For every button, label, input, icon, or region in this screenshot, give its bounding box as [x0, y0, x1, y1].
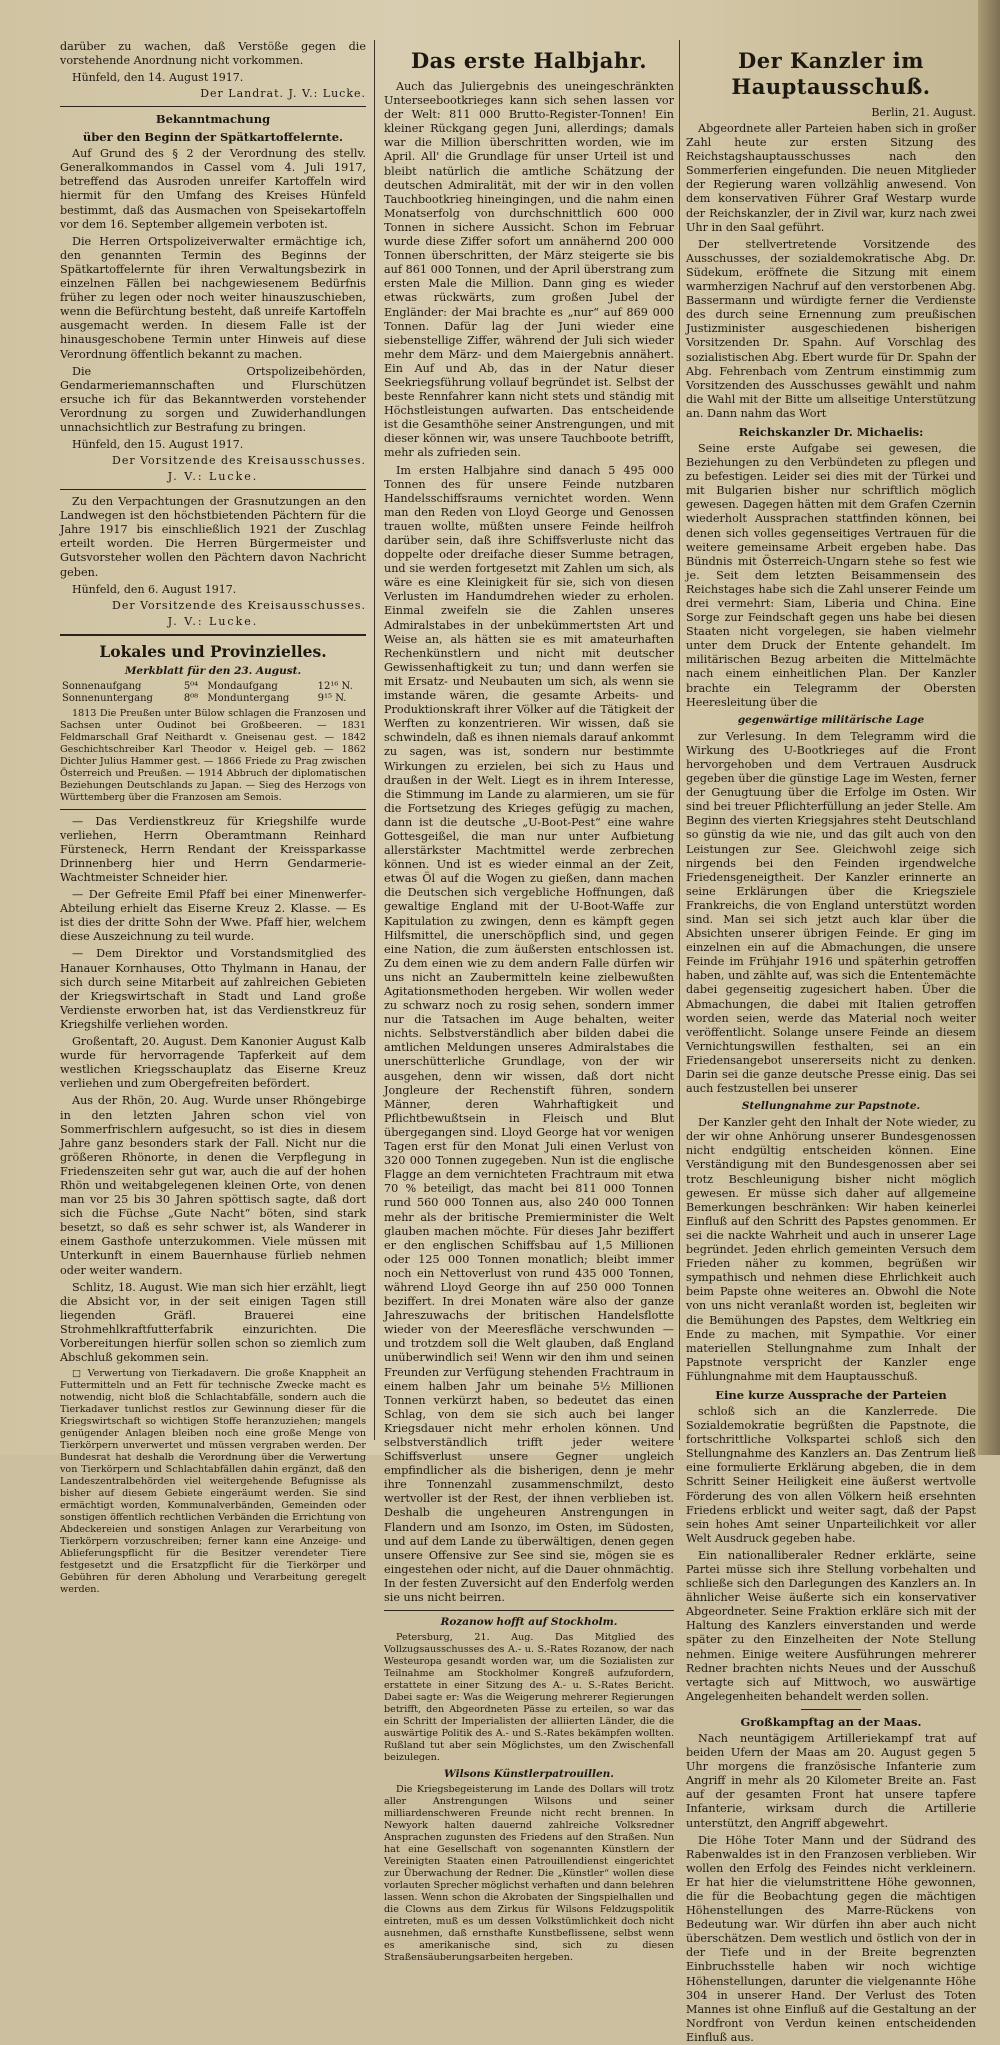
table-row — [60, 693, 366, 705]
news-item: □ Verwertung von Tierkadavern. Die große Knappheit an Futtermitteln und an Fett für technische Zwecke macht es notwendig, nicht bloß die Schlachtabfälle, sondern auch die Tierkadaver tunlichst restlos zur Gewinnung dieser für die Kriegswirtschaft so wichtigen Stoffe heranzuziehen; mangels genügender Anlagen bleiben noch eine große Menge von Tierkörpern unverwertet und müssen vergraben werden. Der Bundesrat hat deshalb die Verordnung über die Verwertung von Tierkörpern und Schlachtabfällen dahin ergänzt, daß den Landeszentralbehörden viel weitergehende Befugnisse als bisher auf diesem Gebiete eingeräumt werden. Sie sind ermächtigt worden, Kommunalverbänden, Gemeinden oder sonstigen öffentlich rechtlichen Verbänden die Errichtung von Abdeckereien und sonstigen Anlagen zur Verarbeitung von Tierkörpern vorzuschreiben; ferner kann eine Anzeige- und Ablieferungspflicht für die Besitzer verendeter Tiere festgesetzt und die Ersatzpflicht für die Tierkörper und Gebühren für deren Abholung und Verarbeitung geregelt werden. — [60, 1368, 366, 1596]
signature: J. V.: Lucke. — [167, 470, 259, 484]
paragraph: Die Ortspolizeibehörden, Gendarmeriemannschaften und Flurschützen ersuche ich für das Bekanntwerden vorstehender Verordnung zu sorgen und Zuwiderhandlungen unnachsichtlich zur Bestrafung zu bringen. — [60, 364, 366, 434]
signature: Der Vorsitzende des Kreisausschusses. — [112, 598, 366, 612]
section-title: Bekanntmachung — [155, 112, 271, 127]
dateline: Hünfeld, den 15. August 1917. — [72, 438, 244, 452]
paragraph: Die Herren Ortspolizeiverwalter ermächtige ich, den genannten Termin des Beginns der Spätkartoffelernte für ihren Verwaltungsbezirk in einzelnen Fällen bei nachgewiesenem Bedürfnis früher zu legen oder noch weiter hinauszuschieben, wenn die Befürchtung besteht, daß unreife Kartoffeln ausgemacht werden. In diesem Falle ist der hinausgeschobene Termin unter Hinweis auf diese Verordnung öffentlich bekannt zu machen. — [60, 234, 366, 361]
section-title: Rozanow hofft auf Stockholm. — [440, 1616, 618, 1629]
divider — [801, 1709, 861, 1710]
paragraph: Seine erste Aufgabe sei gewesen, die Beziehungen zu den Verbündeten zu pflegen und zu befestigen. Leider sei dies mit der Türkei und mit Bulgarien bisher nur schriftlich möglich gewesen. Dagegen hätten mit dem Grafen Czernin wiederholt Aussprachen stattfinden können, bei denen sich volles gegenseitiges Vertrauen für die weitere gemeinsame Arbeit ergeben habe. Das Bündnis mit Österreich-Ungarn stehe so fest wie je. Seit dem letzten Beisammensein des Reichstages habe sich die Zahl unserer Feinde um drei vermehrt: Siam, Liberia und China. Eine Sorge zur Feindschaft gegen uns habe bei diesen Staaten nicht vorgelegen, sie haben vielmehr unter dem Druck der Entente gehandelt. Im militärischen Bezug arbeiten die Mittelmächte nach einem einheitlichen Plan. Der Kanzler brachte ein Telegramm der Obersten Heeresleitung über die — [686, 441, 976, 709]
paragraph: 1813 Die Preußen unter Bülow schlagen die Franzosen und Sachsen unter Oudinot bei Großbeeren. — 1831 Feldmarschall Graf Neithardt v. Gneisenau gest. — 1842 Geschichtschreiber Karl Theodor v. Heigel geb. — 1862 Dichter Julius Hammer gest. — 1866 Friede zu Prag zwischen Österreich und Preußen. — 1914 Abbruch der diplomatischen Beziehungen Deutschlands zu Japan. — Sieg des Herzogs von Württemberg über die Franzosen am Semois. — [60, 707, 366, 803]
page-edge — [978, 0, 1000, 1455]
section-title: Reichskanzler Dr. Michaelis: — [738, 424, 924, 439]
column-rule — [374, 40, 375, 1440]
paragraph: Im ersten Halbjahre sind danach 5 495 000 Tonnen des für unsere Feinde nutzbaren Handelsschiffsraums vernichtet worden. Wenn man den Reden von Lloyd George und Genossen trauen wollte, müßten unsere Feinde heilfroh darüber sein, daß ihre Schiffsverluste nicht das doppelte oder dreifache dieser Summe betragen, und sie werden fortgesetzt mit Zahlen um sich, als wäre es eine Kleinigkeit für sie, sich von diesen Verlusten im Handumdrehen wieder zu erholen. Einmal zweifeln sie die Zahlen unseres Admiralstabes in der unbekümmertsten Art und Weise an, als hätten sie es mit amateurhaften Rechenkünstlern und nicht mit deutscher Gewissenhaftigkeit zu tun; und dann werfen sie mit Ersatz- und Neubauten um sich, als wenn sie imstande wären, die gesamte Arbeits- und Produktionskraft ihrer Völker auf die Tätigkeit der Werften zu konzentrieren. Wir wissen, daß sie schwindeln, daß es ihnen niemals darauf ankommt zu sagen, was ist, sondern nur bestimmte Wirkungen zu erzielen, bei sich zu Haus und draußen in der Welt. Liegt es in ihrem Interesse, die Stimmung im Lande zu alarmieren, um sie für die Fortsetzung des Krieges gefügig zu machen, dann ist die deutsche „U-Boot-Pest“ eine wahre Gottesgeißel, die man nur unter Aufbietung allerstärkster Machtmittel werde zerbrechen können. Und ist es wieder einmal an der Zeit, etwas Öl auf die Wogen zu gießen, dann machen die Deutschen sich vergebliche Hoffnungen, daß gewaltige England mit der U-Boot-Waffe zur Kapitulation zu zwingen, denn es kämpft gegen Hilfsmittel, die unerschöpflich sind, und gegen eine Nation, die zum äußersten entschlossen ist. Zu dem einen wie zu dem andern Falle dürfen wir uns nicht an Zaubermitteln keine zielbewußten Agitationsmethoden hergeben. Wir wollen weder zu schwarz noch zu rosig sehen, sondern immer nur die Tatsachen im Auge behalten, weiter nichts. Selbstverständlich aber bilden dabei die amtlichen Meldungen unseres Admiralstabes die unerschütterliche Grundlage, von der wir ausgehen, denn wir wissen, daß dort nicht Jongleure der Rechenstift führen, sondern Männer, deren Wahrhaftigkeit und Pflichtbewußtsein in Fleisch und Blut übergegangen sind. Lloyd George hat vor wenigen Tagen erst für den Monat Juli einen Verlust von 320 000 Tonnen zugegeben. Nun ist die englische Flagge an dem vernichteten Frachtraum mit etwa 70 % beteiligt, das macht bei 811 000 Tonnen rund 560 000 Tonnen aus, also 240 000 Tonnen mehr als der britische Premierminister die Welt glauben machen möchte. Für dieses Jahr beziffert er den englischen Schiffsbau auf 1,5 Millionen oder 125 000 Tonnen monatlich; bleibt immer noch ein Nettoverlust von rund 435 000 Tonnen, während Lloyd George ihn auf 250 000 Tonnen beziffert. In drei Monaten wäre also der ganze Jahreszuwachs der britischen Handelsflotte wieder von der Meeresfläche verschwunden — und trotzdem soll die Welt glauben, daß England unüberwindlich sei! Wenn wir den ihm und seinen Freunden zur Verfügung stehenden Frachtraum in einem halben Jahr um beinahe 5½ Millionen Tonnen verkürzt haben, so bedeutet das einen Schlag, von dem sie sich auch bei langer Kriegsdauer nicht mehr erholen können. Und selbstverständlich trifft jeder weitere Schiffsverlust unsere Gegner ungleich empfindlicher als die bisherigen, denn je mehr ihre Tonnenzahl zusammenschmilzt, desto wertvoller ist der Rest, der ihnen verblieben ist. Deshalb die ungeheuren Anstrengungen in Flandern und am Isonzo, im Osten, im Südosten, und auf dem Lande zu überwältigen, denen gegen unsere Offensive zur See sind sie, mögen sie es eingestehen oder nicht, auf die Dauer ohnmächtig. In der festen Zuversicht auf den Enderfolg werden sie uns nicht beirren. — [384, 463, 674, 1605]
column-right — [686, 48, 976, 2044]
table-cell: 9¹⁵ N. — [317, 692, 347, 704]
divider — [60, 489, 366, 490]
table-cell: Sonnenuntergang — [62, 692, 153, 704]
news-item: — Das Verdienstkreuz für Kriegshilfe wurde verliehen, Herrn Oberamtmann Reinhard Fürsteneck, Herrn Rendant der Kreissparkasse Drinnenberg hier und Herrn Gendarmerie-Wachtmeister Schneider hier. — [60, 814, 366, 884]
dateline: Hünfeld, den 14. August 1917. — [72, 71, 244, 85]
signature: Der Vorsitzende des Kreisausschusses. — [112, 454, 366, 468]
article-headline: Der Kanzler im Hauptausschuß. — [731, 48, 931, 99]
paragraph: Abgeordnete aller Parteien haben sich in großer Zahl heute zur ersten Sitzung des Reichstagshauptausschusses nach den Sommerferien eingefunden. Die neuen Mitglieder der Regierung waren vollzählig anwesend. Von dem konservativen Führer Graf Westarp wurde der Reichskanzler, der in Zivil war, kurz nach zwei Uhr in den Saal geführt. — [686, 122, 976, 234]
divider — [384, 1610, 674, 1611]
news-item: — Dem Direktor und Vorstandsmitglied des Hanauer Kornhauses, Otto Thylmann in Hanau, der sich durch seine Mitarbeit auf zahlreichen Gebieten der Kriegswirtschaft in Stadt und Land große Verdienste erworben hat, ist das Verdienstkreuz für Kriegshilfe verliehen worden. — [60, 947, 366, 1031]
signature: Der Landrat. J. V.: Lucke. — [200, 87, 366, 101]
table-cell: Sonnenaufgang — [62, 680, 142, 692]
news-item: Großentaft, 20. August. Dem Kanonier August Kalb wurde für hervorragende Tapferkeit auf dem westlichen Kriegsschauplatz das Eiserne Kreuz verliehen und zum Obergefreiten befördert. — [60, 1035, 366, 1091]
paragraph: Ein nationalliberaler Redner erklärte, seine Partei müsse sich ihre Stellung vorbehalten und schließe sich den Darlegungen des Kanzlers an. In ähnlicher Weise äußerte sich ein konservativer Abgeordneter. Seine Fraktion erkläre sich mit der Haltung des Kanzlers einverstanden und werde später zu den Einzelheiten der Note Stellung nehmen. Einige weitere Ausführungen mehrerer Redner brachten nichts Neues und der Ausschuß vertagte sich auf Mittwoch, wo auswärtige Angelegenheiten behandelt werden sollen. — [686, 1548, 976, 1703]
paragraph: Der stellvertretende Vorsitzende des Ausschusses, der sozialdemokratische Abg. Dr. Südekum, eröffnete die Sitzung mit einem warmherzigen Nachruf auf den verstorbenen Abg. Bassermann und würdigte ferner die Verdienste des durch seine Ernennung zum preußischen Justizminister ausgeschiedenen bisherigen Vorsitzenden Dr. Spahn. Auf Vorschlag des sozialistischen Abg. Ebert wurde für Dr. Spahn der Abg. Fehrenbach vom Zentrum einstimmig zum Vorsitzenden des Ausschusses gewählt und nahm die Wahl mit der Bitte um allseitige Unterstützung an. Dann nahm das Wort — [686, 237, 976, 420]
section-subtitle: Merkblatt für den 23. August. — [124, 664, 302, 677]
paragraph: Auf Grund des § 2 der Verordnung des stellv. Generalkommandos in Cassel vom 4. Juli 1917, betreffend das Ausroden unreifer Kartoffeln wird hiermit für den Umfang des Kreises Hünfeld bestimmt, daß das Ausmachen von Speisekartoffeln vor dem 16. September allgemein verboten ist. — [60, 147, 366, 231]
table-row — [60, 681, 366, 693]
divider — [60, 809, 366, 810]
paragraph: Auch das Juliergebnis des uneingeschränkten Unterseebootkrieges kann sich sehen lassen vor der Welt: 811 000 Brutto-Register-Tonnen! Ein kleiner Rückgang gegen Juni, allerdings; damals war die Million überschritten worden, wie im April. All' die Grundlage für unser Urteil ist und bleibt natürlich die amtliche Schätzung der deutschen Admiralität, mit der wir in den vollen Tauchbootkrieg hineingingen, und die nahm einen Monatserfolg von durchschnittlich 600 000 Tonnen in sichere Aussicht. Schon im Februar wurde diese Ziffer sofort um annähernd 200 000 Tonnen überschritten, der März steigerte sie bis auf 861 000 Tonnen, und der April überstrang zum ersten Male die Million. Dann ging es wieder etwas rückwärts, zum großen Jubel der Engländer: der Mai brachte es „nur“ auf 869 000 Tonnen. Dafür lag der Juni wieder eine siebenstellige Ziffer, während der Juli sich wieder mehr dem März- und dem Maiergebnis annähert. Ein Auf und Ab, das in der Natur dieser Seekriegsführung vollauf begründet ist. Selbst der beste Rennfahrer kann nicht stets und ständig mit Höchstleistungen aufwarten. Das entscheidende ist die Gesamthöhe seiner Anstrengungen, und mit dieser können wir, was unsere Tauchboote betrifft, mehr als zufrieden sein. — [384, 80, 674, 460]
section-title: Wilsons Künstlerpatrouillen. — [444, 1768, 614, 1781]
dateline: Berlin, 21. August. — [871, 106, 976, 119]
paragraph: schloß sich an die Kanzlerrede. Die Sozialdemokratie begrüßten die Papstnote, die fortschrittliche Volkspartei schloß sich den Stellungnahme des Kanzlers an. Das Zentrum ließ eine formulierte Erklärung abgeben, die in dem Schritt Seiner Heiligkeit eine äußerst wertvolle Förderung des von allen Völkern heiß ersehnten Friedens erblickt und weiter sagt, daß der Papst sein hohes Amt seiner Unparteilichkeit vor aller Welt Ausdruck gegeben habe. — [686, 1404, 976, 1545]
table-cell: Monduntergang — [207, 692, 290, 704]
paragraph: Petersburg, 21. Aug. Das Mitglied des Vollzugsausschusses des A.- u. S.-Rates Rozanow, der nach Westeuropa gesandt worden war, um die Sozialisten zur Teilnahme am Stockholmer Kongreß aufzufordern, erstattete in einer Sitzung des A.- u. S.-Rates Bericht. Dabei sagte er: Was die Weigerung mehrerer Regierungen betrifft, den Abgeordneten Pässe zu erteilen, so war das ein Schritt der Imperialisten der alliierten Länder, die die auswärtige Politik des A.- und S.-Rates bekämpfen wollten. Rußland tut aber sein Möglichstes, um den Zwischenfall beizulegen. — [384, 1632, 674, 1764]
paragraph: darüber zu wachen, daß Verstöße gegen die vorstehende Anordnung nicht vorkommen. — [60, 40, 366, 68]
dateline: Hünfeld, den 6. August 1917. — [72, 582, 237, 596]
paragraph: Zu den Verpachtungen der Grasnutzungen an den Landwegen ist den höchstbietenden Pächtern für die Jahre 1917 bis einschließlich 1921 der Zuschlag erteilt worden. Die Herren Bürgermeister und Gutsvorsteher wollen den Pächtern davon Nachricht geben. — [60, 495, 366, 579]
divider — [60, 634, 366, 636]
paragraph: Nach neuntägigem Artilleriekampf trat auf beiden Ufern der Maas am 20. August gegen 5 Uhr morgens die französische Infanterie zum Angriff in mehr als 20 Kilometer Breite an. Fast auf der gesamten Front hat unsere tapfere Infanterie, wirksam durch die Artillerie unterstützt, den Angriff abgewehrt. — [686, 1731, 976, 1830]
section-subtitle: über den Beginn der Spätkartoffelernte. — [82, 130, 344, 145]
table-cell: 5⁰⁴ — [183, 680, 199, 692]
table-cell: 8⁰⁸ — [183, 692, 199, 704]
section-title: Großkampftag an der Maas. — [740, 1714, 922, 1729]
news-item: Aus der Rhön, 20. Aug. Wurde unser Rhöngebirge in den letzten Jahren schon viel von Sommerfrischlern aufgesucht, so ist dies in diesem Jahre ganz besonders stark der Fall. Nicht nur die größeren Rhönorte, in denen die Verpflegung in Friedenszeiten sehr gut war, auch die auf der hohen Rhön und weitabgelegenen kleinen Orte, von denen man vor 25 bis 30 Jahren spöttisch sagte, daß dort sich die Füchse „Gute Nacht“ böten, sind stark besetzt, so daß es sehr schwer ist, als Wanderer in einem Gasthofe unterzukommen. Viele müssen mit Unterkunft in einem Bauernhause fürlieb nehmen oder weiter wandern. — [60, 1094, 366, 1277]
paragraph: Die Kriegsbegeisterung im Lande des Dollars will trotz aller Anstrengungen Wilsons und seiner milliardenschweren Freunde nicht recht brennen. In Newyork halten dauernd zahlreiche Volksredner Ansprachen zugunsten des Friedens auf den Straßen. Nun hat eine Gesellschaft von sogenannten Künstlern der Vereinigten Staaten einen Patrouillendienst eingerichtet zur Überwachung der Redner. Die „Künstler“ wollen diese vorlauten Sprecher möglichst verhaften und dann belehren lassen. Wenn schon die Akrobaten der Singspielhallen und die Clowns aus dem Zirkus für Wilsons Feldzugspolitik eintreten, muß es um dessen Volkstümlichkeit doch nicht ausnehmen, daß ernsthafte Kunstbeflissene, selbst wenn es amerikanische sind, sich zu diesen Straßensäuberungsarbeiten hergeben. — [384, 1784, 674, 1964]
column-rule — [679, 40, 680, 1440]
article-headline: Das erste Halbjahr. — [410, 48, 648, 73]
section-title: gegenwärtige militärische Lage — [737, 713, 925, 726]
section-heading: Lokales und Provinzielles. — [99, 641, 327, 661]
column-middle — [384, 48, 674, 1964]
paragraph: zur Verlesung. In dem Telegramm wird die Wirkung des U-Bootkrieges auf die Front hervorgehoben und dem Vertrauen Ausdruck gegeben über die günstige Lage im Westen, ferner der Genugtuung über die Erfolge im Osten. Wir sind bei treuer Pflichterfüllung an jeder Stelle. Am Beginn des vierten Kriegsjahres steht Deutschland so günstig da wie nie, und das gilt auch von den Leistungen zur See. Gleichwohl zeige sich nirgends bei den Feinden irgendwelche Friedensgeneigtheit. Der Kanzler erinnerte an seine Erklärungen über die Kriegsziele Frankreichs, die von England unterstützt worden sind. Man sei sich jetzt auch klar über die Absichten unserer übrigen Feinde. Er ging im einzelnen ein auf die Abmachungen, die unsere Feinde im Frühjahr 1916 und späterhin getroffen haben, und zählte auf, was sich die Ententemächte dabei gegenseitig zugesichert haben. Über die Abmachungen, die dabei mit Italien getroffen worden seien, werde das Material noch weiter veröffentlicht. Solange unsere Feinde an diesem Vernichtungswillen festhalten, sei an ein Friedensangebot unsererseits nicht zu denken. Darin sei die ganze deutsche Presse einig. Das sei auch festzustellen bei unserer — [686, 729, 976, 1096]
table-cell: 12¹⁶ N. — [317, 680, 353, 692]
column-left — [60, 40, 366, 1596]
sun-moon-table — [60, 681, 366, 705]
news-item: Schlitz, 18. August. Wie man sich hier erzählt, liegt die Absicht vor, in der seit einigen Tagen still liegenden Gräfl. Brauerei eine Strohmehlkraftfutterfabrik einzurichten. Die Vorbereitungen hierfür sollen schon so ziemlich zum Abschluß gekommen sein. — [60, 1280, 366, 1365]
paragraph: Der Kanzler geht den Inhalt der Note wieder, zu der wir ohne Anhörung unserer Bundesgenossen nicht endgültig entscheiden können. Eine Verständigung mit den Bundesgenossen aber sei trotz Beschleunigung bisher nicht möglich gewesen. Er müsse sich daher auf allgemeine Bemerkungen beschränken: Wir haben keinerlei Einfluß auf den Schritt des Papstes genommen. Er sei die nackte Wahrheit und auch in unserer Lage begründet. Jeden ehrlich gemeinten Versuch dem Frieden näher zu kommen, begrüßen wir sympathisch und nehmen diese Ehrlichkeit auch beim Papste ohne weiteres an. Obwohl die Note von uns nicht veranlaßt worden ist, begleiten wir die Bemühungen des Papstes, dem Weltkrieg ein Ende zu machen, mit Sympathie. Vor einer materiellen Stellungnahme zum Inhalt der Papstnote verspricht der Kanzler enge Fühlungnahme mit dem Hauptausschuß. — [686, 1116, 976, 1383]
section-title: Eine kurze Aussprache der Parteien — [715, 1387, 947, 1402]
signature: J. V.: Lucke. — [167, 614, 259, 628]
table-cell: Mondaufgang — [207, 680, 278, 692]
divider — [60, 106, 366, 107]
paragraph: Die Höhe Toter Mann und der Südrand des Rabenwaldes ist in den Franzosen verblieben. Wir wollen den Erfolg des Feindes nicht verkleinern. Er hat hier die vielumstrittene Höhe gewonnen, die für die Beobachtung gegen die mächtigen Höhenstellungen des Marre-Rückens von Bedeutung war. Wir dürfen ihn aber auch nicht überschätzen. Dem westlich und östlich von der in der Tiefe und in der Breite begrenzten Einbruchsstelle haben wir noch wichtige Höhenstellungen, darunter die vielgenannte Höhe 304 in unserer Hand. Der Verlust des Toten Mannes ist ohne Einfluß auf die Gestaltung an der Nordfront von Verdun keinen entscheidenden Einfluß aus. — [686, 1833, 976, 2044]
section-title: Stellungnahme zur Papstnote. — [741, 1100, 921, 1113]
news-item: — Der Gefreite Emil Pfaff bei einer Minenwerfer-Abteilung erhielt das Eiserne Kreuz 2. Klasse. — Es ist dies der dritte Sohn der Wwe. Pfaff hier, welchem diese Auszeichnung zu teil wurde. — [60, 888, 366, 944]
